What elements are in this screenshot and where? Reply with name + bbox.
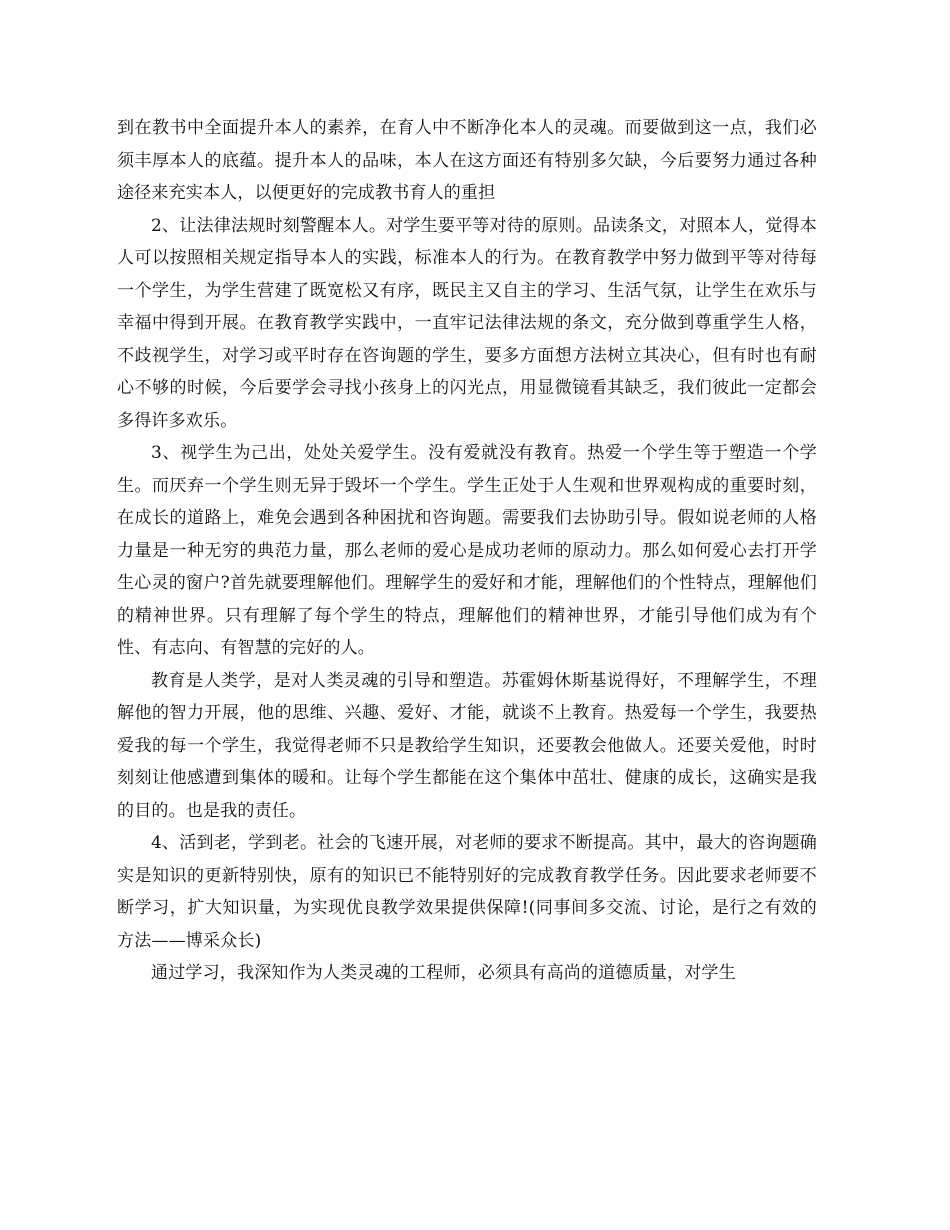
paragraph-6: 通过学习，我深知作为人类灵魂的工程师，必须具有高尚的道德质量，对学生 (151, 963, 736, 983)
document-body (117, 112, 817, 990)
paragraph-2: 2、让法律法规时刻警醒本人。对学生要平等对待的原则。品读条文，对照本人，觉得本人可以按照相关规定指导本人的实践，标准本人的行为。在教育教学中努力做到平等对待每一个学生，为学生营建了既宽松又有序，既民主又自主的学习、生活气氛，让学生在欢乐与幸福中得到开展。在教育教学实践中，一直牢记法律法规的条文，充分做到尊重学生人格，不歧视学生，对学习或平时存在咨询题的学生，要多方面想方法树立其决心，但有时也有耐心不够的时候，今后要学会寻找小孩身上的闪光点，用显微镜看其缺乏，我们彼此一定都会多得许多欢乐。 (117, 215, 817, 431)
paragraph-3: 3、视学生为己出，处处关爱学生。没有爱就没有教育。热爱一个学生等于塑造一个学生。而厌弃一个学生则无异于毁坏一个学生。学生正处于人生观和世界观构成的重要时刻，在成长的道路上，难免会遇到各种困扰和咨询题。需要我们去协助引导。假如说老师的人格力量是一种无穷的典范力量，那么老师的爱心是成功老师的原动力。那么如何爱心去打开学生心灵的窗户?首先就要理解他们。理解学生的爱好和才能，理解他们的个性特点，理解他们的精神世界。只有理解了每个学生的特点，理解他们的精神世界，才能引导他们成为有个性、有志向、有智慧的完好的人。 (117, 443, 817, 658)
paragraph-4: 教育是人类学，是对人类灵魂的引导和塑造。苏霍姆休斯基说得好，不理解学生，不理解他的智力开展，他的思维、兴趣、爱好、才能，就谈不上教育。热爱每一个学生，我要热爱我的每一个学生，我觉得老师不只是教给学生知识，还要教会他做人。还要关爱他，时时刻刻让他感遭到集体的暖和。让每个学生都能在这个集体中茁壮、健康的成长，这确实是我的目的。也是我的责任。 (117, 670, 817, 821)
paragraph-1: 到在教书中全面提升本人的素养，在育人中不断净化本人的灵魂。而要做到这一点，我们必须丰厚本人的底蕴。提升本人的品味，本人在这方面还有特别多欠缺，今后要努力通过各种途径来充实本人，以便更好的完成教书育人的重担 (117, 118, 817, 203)
paragraph-5: 4、活到老，学到老。社会的飞速开展，对老师的要求不断提高。其中，最大的咨询题确实是知识的更新特别快，原有的知识已不能特别好的完成教育教学任务。因此要求老师要不断学习，扩大知识量，为实现优良教学效果提供保障!(同事间多交流、讨论，是行之有效的方法——博采众长) (117, 833, 817, 951)
